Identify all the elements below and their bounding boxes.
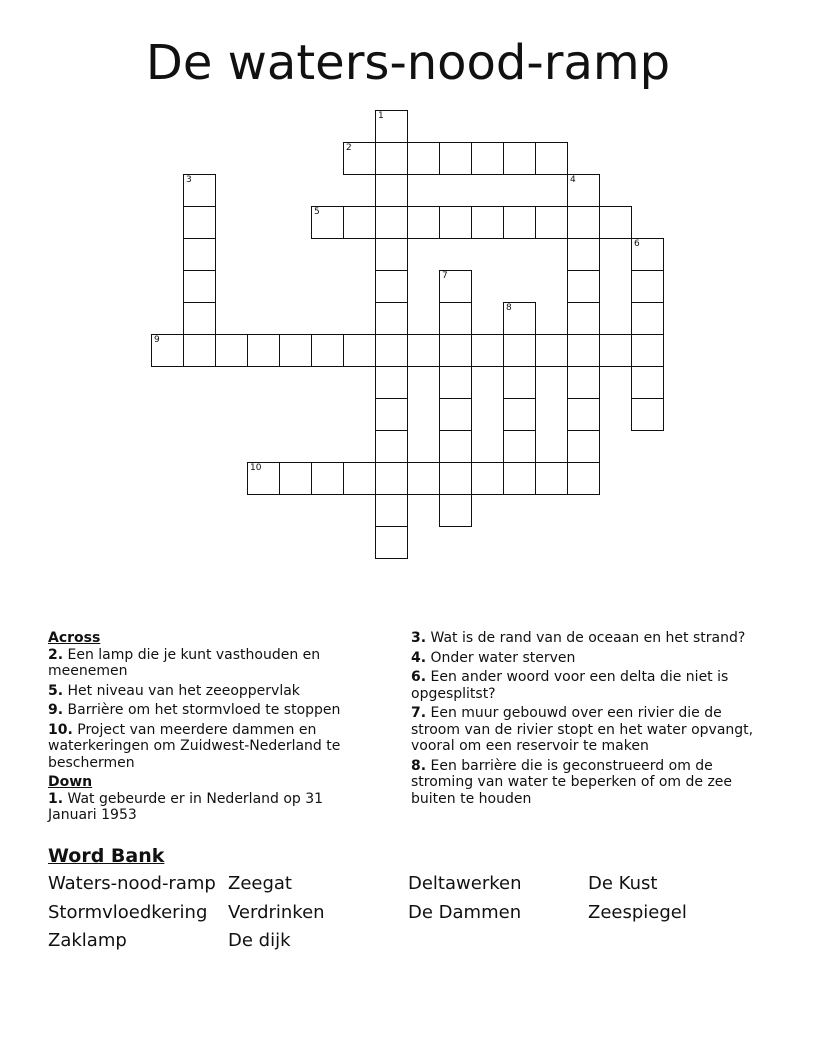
clue-text: Een lamp die je kunt vasthouden en meenemen [48, 646, 321, 679]
crossword-cell[interactable] [183, 334, 216, 367]
crossword-cell[interactable] [311, 206, 344, 239]
crossword-cell[interactable] [247, 334, 280, 367]
clues-left-column [48, 630, 368, 827]
crossword-cell[interactable] [343, 142, 376, 175]
crossword-cell[interactable] [567, 238, 600, 271]
clue-number-label: 3. [411, 630, 427, 646]
clue-number-label: 8. [411, 757, 427, 774]
clue-number-label: 1. [48, 790, 64, 807]
crossword-cell[interactable] [503, 398, 536, 431]
crossword-cell[interactable] [375, 398, 408, 431]
crossword-cell[interactable] [471, 334, 504, 367]
crossword-cell[interactable] [439, 142, 472, 175]
crossword-cell[interactable] [503, 142, 536, 175]
crossword-cell[interactable] [503, 430, 536, 463]
crossword-cell[interactable] [567, 430, 600, 463]
word-bank-item: De dijk [228, 930, 291, 951]
word-bank [48, 872, 768, 958]
crossword-cell[interactable] [407, 462, 440, 495]
crossword-cell[interactable] [567, 206, 600, 239]
clue-number-label: 2. [48, 646, 64, 663]
crossword-cell[interactable] [183, 302, 216, 335]
crossword-cell[interactable] [567, 334, 600, 367]
crossword-cell[interactable] [503, 366, 536, 399]
crossword-cell[interactable] [631, 238, 664, 271]
word-bank-item: De Kust [588, 873, 658, 894]
crossword-cell[interactable] [375, 430, 408, 463]
clue-number: 6 [634, 239, 640, 249]
clue-number: 5 [314, 207, 320, 217]
crossword-cell[interactable] [151, 334, 184, 367]
word-bank-row [48, 901, 768, 930]
clue-item [411, 758, 771, 808]
crossword-cell[interactable] [439, 462, 472, 495]
crossword-cell[interactable] [567, 174, 600, 207]
crossword-cell[interactable] [535, 334, 568, 367]
clue-item [48, 702, 368, 719]
crossword-cell[interactable] [631, 398, 664, 431]
crossword-cell[interactable] [439, 494, 472, 527]
clue-text: Wat gebeurde er in Nederland op 31 Januari 1953 [48, 790, 324, 823]
clue-number: 1 [378, 111, 384, 121]
clue-item [48, 791, 368, 824]
clue-item [411, 669, 771, 702]
crossword-cell[interactable] [375, 334, 408, 367]
crossword-cell[interactable] [631, 366, 664, 399]
clue-item [411, 650, 771, 667]
crossword-cell[interactable] [375, 526, 408, 559]
crossword-cell[interactable] [567, 366, 600, 399]
crossword-cell[interactable] [343, 462, 376, 495]
crossword-cell[interactable] [567, 462, 600, 495]
clues-right-column [411, 630, 771, 810]
clue-item [411, 630, 771, 647]
clue-item [411, 705, 771, 755]
crossword-cell[interactable] [439, 430, 472, 463]
word-bank-item: Waters-nood-ramp [48, 873, 216, 894]
clue-number-label: 6. [411, 669, 427, 685]
crossword-cell[interactable] [407, 206, 440, 239]
crossword-cell[interactable] [439, 334, 472, 367]
crossword-cell[interactable] [631, 302, 664, 335]
clue-text: Een ander woord voor een delta die niet is opgesplitst? [411, 669, 729, 702]
crossword-cell[interactable] [439, 398, 472, 431]
clue-number: 8 [506, 303, 512, 313]
crossword-cell[interactable] [375, 462, 408, 495]
word-bank-item: Deltawerken [408, 873, 522, 894]
word-bank-item: De Dammen [408, 901, 522, 923]
crossword-cell[interactable] [503, 462, 536, 495]
clue-number-label: 7. [411, 705, 427, 721]
word-bank-item [408, 929, 588, 958]
crossword-cell[interactable] [279, 462, 312, 495]
clue-number-label: 9. [48, 702, 64, 718]
clue-item [48, 683, 368, 700]
word-bank-item: Zaklamp [48, 930, 127, 951]
crossword-cell[interactable] [375, 270, 408, 303]
clue-number-label: 4. [411, 649, 427, 666]
crossword-cell[interactable] [567, 398, 600, 431]
crossword-cell[interactable] [375, 494, 408, 527]
crossword-cell[interactable] [535, 462, 568, 495]
clue-number: 3 [186, 175, 192, 185]
crossword-cell[interactable] [439, 270, 472, 303]
crossword-cell[interactable] [439, 206, 472, 239]
crossword-cell[interactable] [439, 366, 472, 399]
clue-number: 4 [570, 175, 576, 185]
crossword-cell[interactable] [311, 462, 344, 495]
crossword-cell[interactable] [375, 302, 408, 335]
crossword-cell[interactable] [471, 142, 504, 175]
crossword-cell[interactable] [375, 110, 408, 143]
clue-number-label: 10. [48, 721, 73, 738]
crossword-cell[interactable] [343, 334, 376, 367]
crossword-cell[interactable] [503, 334, 536, 367]
clue-text: Project van meerdere dammen en waterkeringen om Zuidwest-Nederland te beschermen [48, 721, 341, 771]
crossword-cell[interactable] [503, 302, 536, 335]
crossword-cell[interactable] [631, 270, 664, 303]
clue-number: 2 [346, 143, 352, 153]
crossword-cell[interactable] [183, 206, 216, 239]
crossword-cell[interactable] [599, 334, 632, 367]
clue-number: 7 [442, 271, 448, 281]
crossword-cell[interactable] [343, 206, 376, 239]
crossword-cell[interactable] [311, 334, 344, 367]
crossword-cell[interactable] [471, 462, 504, 495]
word-bank-item: Stormvloedkering [48, 901, 208, 923]
clue-number-label: 5. [48, 682, 64, 699]
crossword-cell[interactable] [375, 206, 408, 239]
crossword-cell[interactable] [375, 366, 408, 399]
crossword-cell[interactable] [599, 206, 632, 239]
word-bank-item [588, 929, 768, 958]
clue-text: Barrière om het stormvloed te stoppen [63, 702, 341, 718]
crossword-cell[interactable] [279, 334, 312, 367]
crossword-cell[interactable] [631, 334, 664, 367]
word-bank-row [48, 929, 768, 958]
crossword-cell[interactable] [183, 270, 216, 303]
word-bank-title: Word Bank [48, 845, 165, 867]
crossword-cell[interactable] [215, 334, 248, 367]
crossword-cell[interactable] [183, 174, 216, 207]
page-title: De waters-nood-ramp [145, 35, 671, 91]
clue-text: Wat is de rand van de oceaan en het strand? [426, 630, 746, 646]
crossword-cell[interactable] [535, 142, 568, 175]
clue-text: Een muur gebouwd over een rivier die de stroom van de rivier stopt en het water opvangt, vooral om een reservoir te maken [411, 705, 754, 754]
across-heading: Across [48, 630, 101, 646]
crossword-cell[interactable] [375, 142, 408, 175]
crossword-cell[interactable] [375, 174, 408, 207]
crossword-cell[interactable] [407, 142, 440, 175]
word-bank-item: Zeespiegel [588, 901, 687, 923]
crossword-cell[interactable] [535, 206, 568, 239]
clue-number: 9 [154, 335, 160, 345]
crossword-cell[interactable] [439, 302, 472, 335]
word-bank-item: Verdrinken [228, 901, 325, 923]
down-heading: Down [48, 774, 93, 790]
crossword-cell[interactable] [407, 334, 440, 367]
crossword-cell[interactable] [567, 302, 600, 335]
crossword-cell[interactable] [247, 462, 280, 495]
word-bank-row [48, 872, 768, 901]
clue-text: Onder water sterven [426, 649, 576, 666]
crossword-cell[interactable] [503, 206, 536, 239]
word-bank-item: Zeegat [228, 873, 292, 894]
clue-text: Een barrière die is geconstrueerd om de stroming van water te beperken of om de zee buiten te houden [411, 757, 733, 807]
clue-text: Het niveau van het zeeoppervlak [63, 682, 300, 699]
crossword-cell[interactable] [375, 238, 408, 271]
crossword-cell[interactable] [471, 206, 504, 239]
clue-item [48, 722, 368, 772]
clue-number: 10 [250, 463, 262, 473]
clue-item [48, 647, 368, 680]
crossword-cell[interactable] [183, 238, 216, 271]
crossword-cell[interactable] [567, 270, 600, 303]
